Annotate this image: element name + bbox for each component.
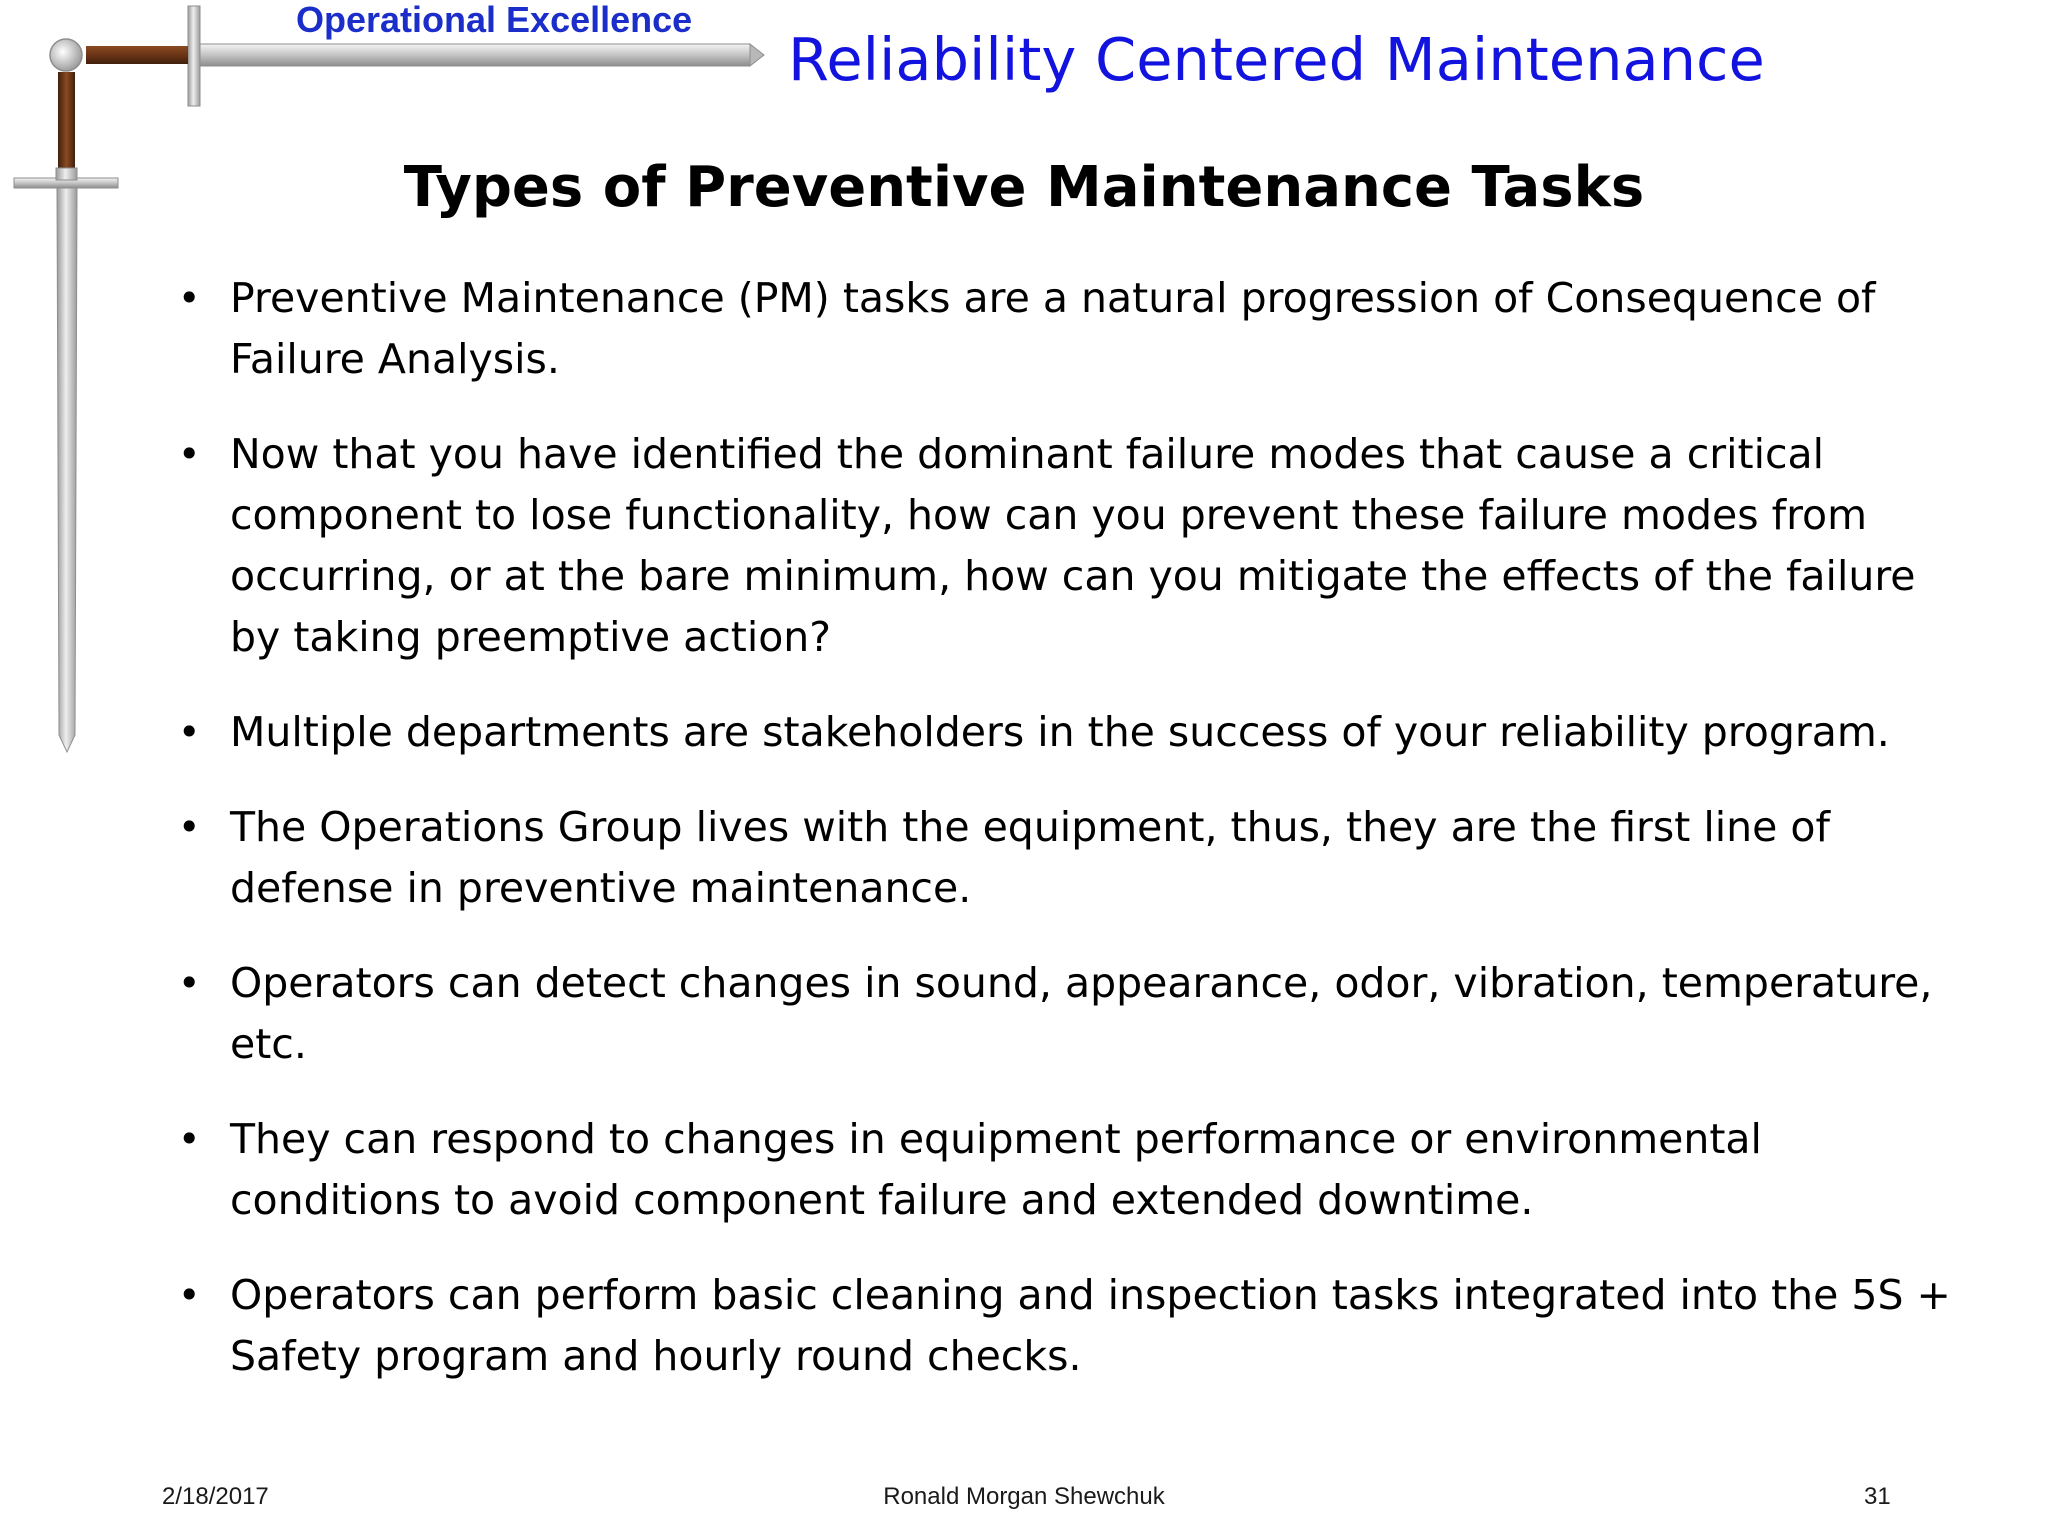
bullet-item <box>178 953 1968 1075</box>
bullet-text: Operators can detect changes in sound, appearance, odor, vibration, temperature, etc. <box>230 959 1933 1068</box>
bullet-marker: • <box>178 276 201 320</box>
bullet-item <box>178 1109 1968 1231</box>
header-title: Reliability Centered Maintenance <box>788 25 1765 94</box>
bullet-marker: • <box>178 1273 201 1317</box>
bullet-item <box>178 1265 1968 1387</box>
bullet-text: Multiple departments are stakeholders in the success of your reliability program. <box>230 708 1890 756</box>
bullet-marker: • <box>178 710 201 754</box>
slide-title: Types of Preventive Maintenance Tasks <box>403 155 1645 220</box>
bullet-text: Operators can perform basic cleaning and inspection tasks integrated into the 5S + Safety program and hourly round checks. <box>230 1271 1951 1380</box>
bullet-marker: • <box>178 805 201 849</box>
bullet-list <box>178 268 1968 1421</box>
bullet-marker: • <box>178 432 201 476</box>
bullet-item <box>178 797 1968 919</box>
footer-date: 2/18/2017 <box>162 1483 269 1510</box>
bullet-marker: • <box>178 1117 201 1161</box>
page-number: 31 <box>1864 1483 1891 1510</box>
footer-author: Ronald Morgan Shewchuk <box>883 1483 1165 1510</box>
bullet-item <box>178 268 1968 390</box>
bullet-text: Preventive Maintenance (PM) tasks are a natural progression of Consequence of Failure Analysis. <box>230 274 1876 383</box>
bullet-item <box>178 424 1968 668</box>
bullet-text: The Operations Group lives with the equipment, thus, they are the first line of defense in preventive maintenance. <box>230 803 1830 912</box>
bullet-text: Now that you have identified the dominant failure modes that cause a critical component to lose functionality, how can you prevent these failure modes from occurring, or at the bare minimum, how can you mitigate the effects of the failure by taking preemptive action? <box>230 430 1916 661</box>
bullet-marker: • <box>178 961 201 1005</box>
brand-label: Operational Excellence <box>296 0 693 40</box>
bullet-text: They can respond to changes in equipment performance or environmental conditions to avoid component failure and extended downtime. <box>230 1115 1762 1224</box>
bullet-item <box>178 702 1968 763</box>
